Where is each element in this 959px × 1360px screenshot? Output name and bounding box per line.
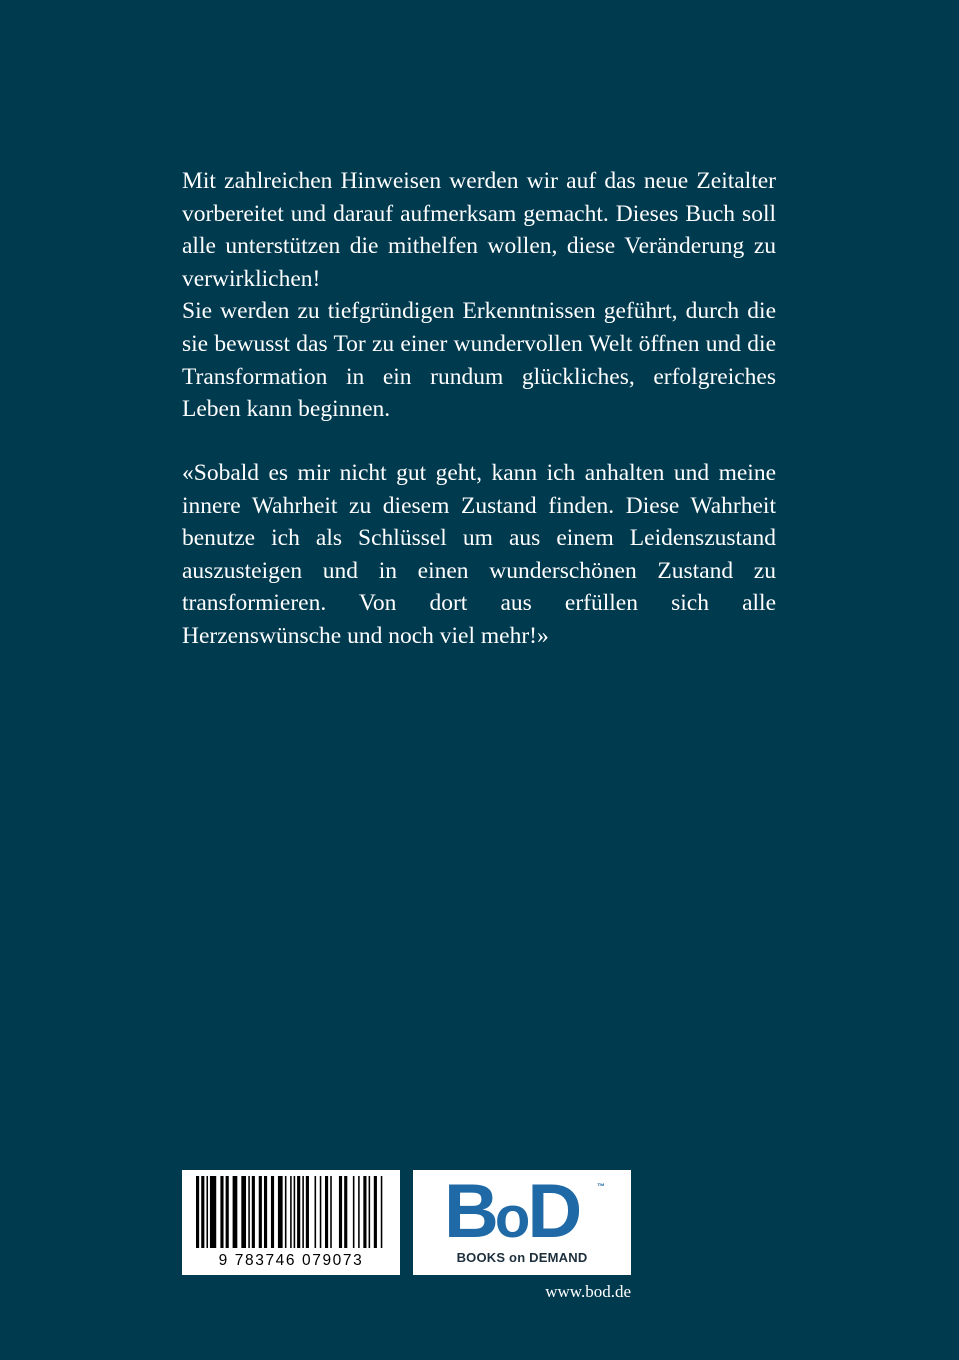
barcode-bar-25 bbox=[344, 1176, 347, 1248]
paragraph-insights: Sie werden zu tiefgründigen Erkenntnissen geführt, durch die sie bewusst das Tor zu einer wundervollen Welt öffnen und die Transformation in ein rundum glückliches, erfolgreiches Leben kann beginnen. bbox=[182, 298, 776, 423]
barcode-bar-17 bbox=[297, 1176, 300, 1248]
barcode-bar-21 bbox=[320, 1176, 322, 1248]
barcode-bar-31 bbox=[381, 1176, 383, 1248]
barcode-bar-28 bbox=[363, 1176, 366, 1248]
barcode-bar-7 bbox=[241, 1176, 246, 1248]
barcode-bar-9 bbox=[252, 1176, 255, 1248]
barcode-bars bbox=[196, 1176, 386, 1248]
publisher-tagline: BOOKS on DEMAND bbox=[456, 1250, 588, 1265]
quote-paragraph: «Sobald es mir nicht gut geht, kann ich anhalten und meine innere Wahrheit zu diesem Zustand finden. Diese Wahrheit benutze ich als Schlüssel um aus einem Leidenszustand auszusteigen und in einen wunderschönen Zustand zu transformieren. Von dort aus erfüllen sich alle Herzenswünsche und noch viel mehr!» bbox=[182, 460, 776, 649]
barcode-bar-0 bbox=[196, 1176, 199, 1248]
barcode-bar-2 bbox=[206, 1176, 208, 1248]
barcode-bar-19 bbox=[306, 1176, 309, 1248]
barcode-bar-26 bbox=[353, 1176, 355, 1248]
isbn-barcode bbox=[182, 1170, 400, 1275]
barcode-bar-23 bbox=[330, 1176, 332, 1248]
publisher-logo bbox=[413, 1170, 631, 1275]
paragraph-intro: Mit zahlreichen Hinweisen werden wir auf das neue Zeitalter vorbereitet und darauf aufmerksam gemacht. Dieses Buch soll alle unterstützen die mithelfen wollen, diese Veränderung zu verwirklichen! bbox=[182, 168, 776, 292]
barcode-bar-30 bbox=[374, 1176, 377, 1248]
trademark-symbol: ™ bbox=[597, 1182, 605, 1191]
barcode-bar-8 bbox=[248, 1176, 250, 1248]
publisher-url[interactable]: www.bod.de bbox=[545, 1282, 631, 1301]
barcode-bar-29 bbox=[369, 1176, 371, 1248]
barcode-bar-10 bbox=[259, 1176, 262, 1248]
barcode-bar-5 bbox=[226, 1176, 229, 1248]
barcode-bar-22 bbox=[325, 1176, 328, 1248]
barcode-bar-4 bbox=[220, 1176, 223, 1248]
barcode-bar-24 bbox=[339, 1176, 342, 1248]
barcode-bar-6 bbox=[233, 1176, 238, 1248]
barcode-number: 9 783746 079073 bbox=[218, 1252, 364, 1269]
barcode-bar-12 bbox=[271, 1176, 274, 1248]
bod-logo-text: BoD bbox=[444, 1169, 579, 1254]
barcode-bar-1 bbox=[201, 1176, 204, 1248]
barcode-bar-13 bbox=[278, 1176, 283, 1248]
barcode-bar-15 bbox=[290, 1176, 292, 1248]
barcode-bar-3 bbox=[210, 1176, 216, 1248]
barcode-bar-14 bbox=[285, 1176, 287, 1248]
barcode-bar-16 bbox=[294, 1176, 296, 1248]
quote-text bbox=[182, 457, 776, 653]
barcode-bar-20 bbox=[315, 1176, 317, 1248]
description-text bbox=[182, 165, 776, 426]
barcode-bar-27 bbox=[358, 1176, 360, 1248]
barcode-bar-18 bbox=[302, 1176, 304, 1248]
barcode-bar-11 bbox=[264, 1176, 267, 1248]
